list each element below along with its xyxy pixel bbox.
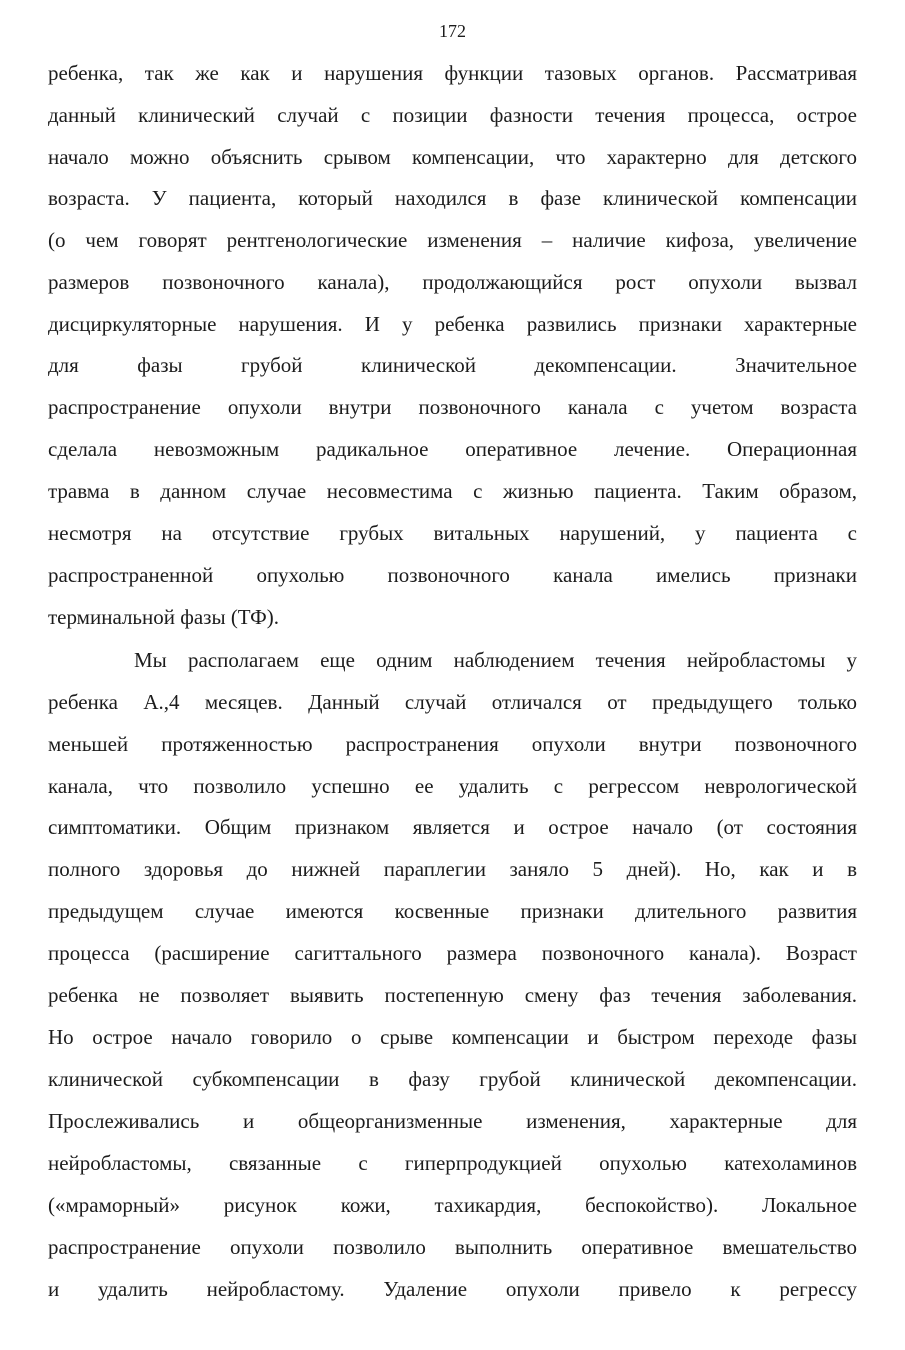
text-line: («мраморный» рисунок кожи, тахикардия, беспокойство). Локальное: [48, 1193, 857, 1217]
text-line: ребенка А.,4 месяцев. Данный случай отличался от предыдущего только: [48, 690, 857, 714]
page-number: 172: [439, 21, 466, 41]
text-line: размеров позвоночного канала), продолжающийся рост опухоли вызвал: [48, 270, 857, 294]
text-line: терминальной фазы (ТФ).: [48, 605, 280, 629]
text-line: предыдущем случае имеются косвенные признаки длительного развития: [48, 899, 857, 923]
text-line: полного здоровья до нижней параплегии заняло 5 дней). Но, как и в: [48, 857, 857, 881]
text-line: данный клинический случай с позиции фазности течения процесса, острое: [48, 103, 857, 127]
text-line: распространение опухоли позволило выполнить оперативное вмешательство: [48, 1235, 857, 1259]
text-line: несмотря на отсутствие грубых витальных нарушений, у пациента с: [48, 521, 857, 545]
text-line: для фазы грубой клинической декомпенсации. Значительное: [48, 353, 857, 377]
text-line: процесса (расширение сагиттального размера позвоночного канала). Возраст: [48, 941, 857, 965]
text-line: канала, что позволило успешно ее удалить с регрессом неврологической: [48, 774, 857, 798]
text-line: дисциркуляторные нарушения. И у ребенка развились признаки характерные: [48, 312, 857, 336]
text-line: распространение опухоли внутри позвоночного канала с учетом возраста: [48, 395, 857, 419]
text-line: начало можно объяснить срывом компенсации, что характерно для детского: [48, 145, 857, 169]
text-line: меньшей протяженностью распространения опухоли внутри позвоночного: [48, 732, 857, 756]
text-line: ребенка, так же как и нарушения функции тазовых органов. Рассматривая: [48, 61, 857, 85]
text-line: симптоматики. Общим признаком является и острое начало (от состояния: [48, 815, 857, 839]
text-line: нейробластомы, связанные с гиперпродукцией опухолью катехоламинов: [48, 1151, 857, 1175]
text-line: Но острое начало говорило о срыве компенсации и быстром переходе фазы: [48, 1025, 857, 1049]
text-line: сделала невозможным радикальное оперативное лечение. Операционная: [48, 437, 857, 461]
text-line: (о чем говорят рентгенологические изменения – наличие кифоза, увеличение: [48, 228, 857, 252]
text-line: распространенной опухолью позвоночного канала имелись признаки: [48, 563, 857, 587]
text-line: возраста. У пациента, который находился в фазе клинической компенсации: [48, 186, 857, 210]
text-line: травма в данном случае несовместима с жизнью пациента. Таким образом,: [48, 479, 857, 503]
text-line: Прослеживались и общеорганизменные изменения, характерные для: [48, 1109, 857, 1133]
text-line: клинической субкомпенсации в фазу грубой клинической декомпенсации.: [48, 1067, 857, 1091]
text-line: и удалить нейробластому. Удаление опухоли привело к регрессу: [48, 1277, 857, 1301]
text-line: Мы располагаем еще одним наблюдением течения нейробластомы у: [134, 648, 857, 672]
text-line: ребенка не позволяет выявить постепенную смену фаз течения заболевания.: [48, 983, 857, 1007]
